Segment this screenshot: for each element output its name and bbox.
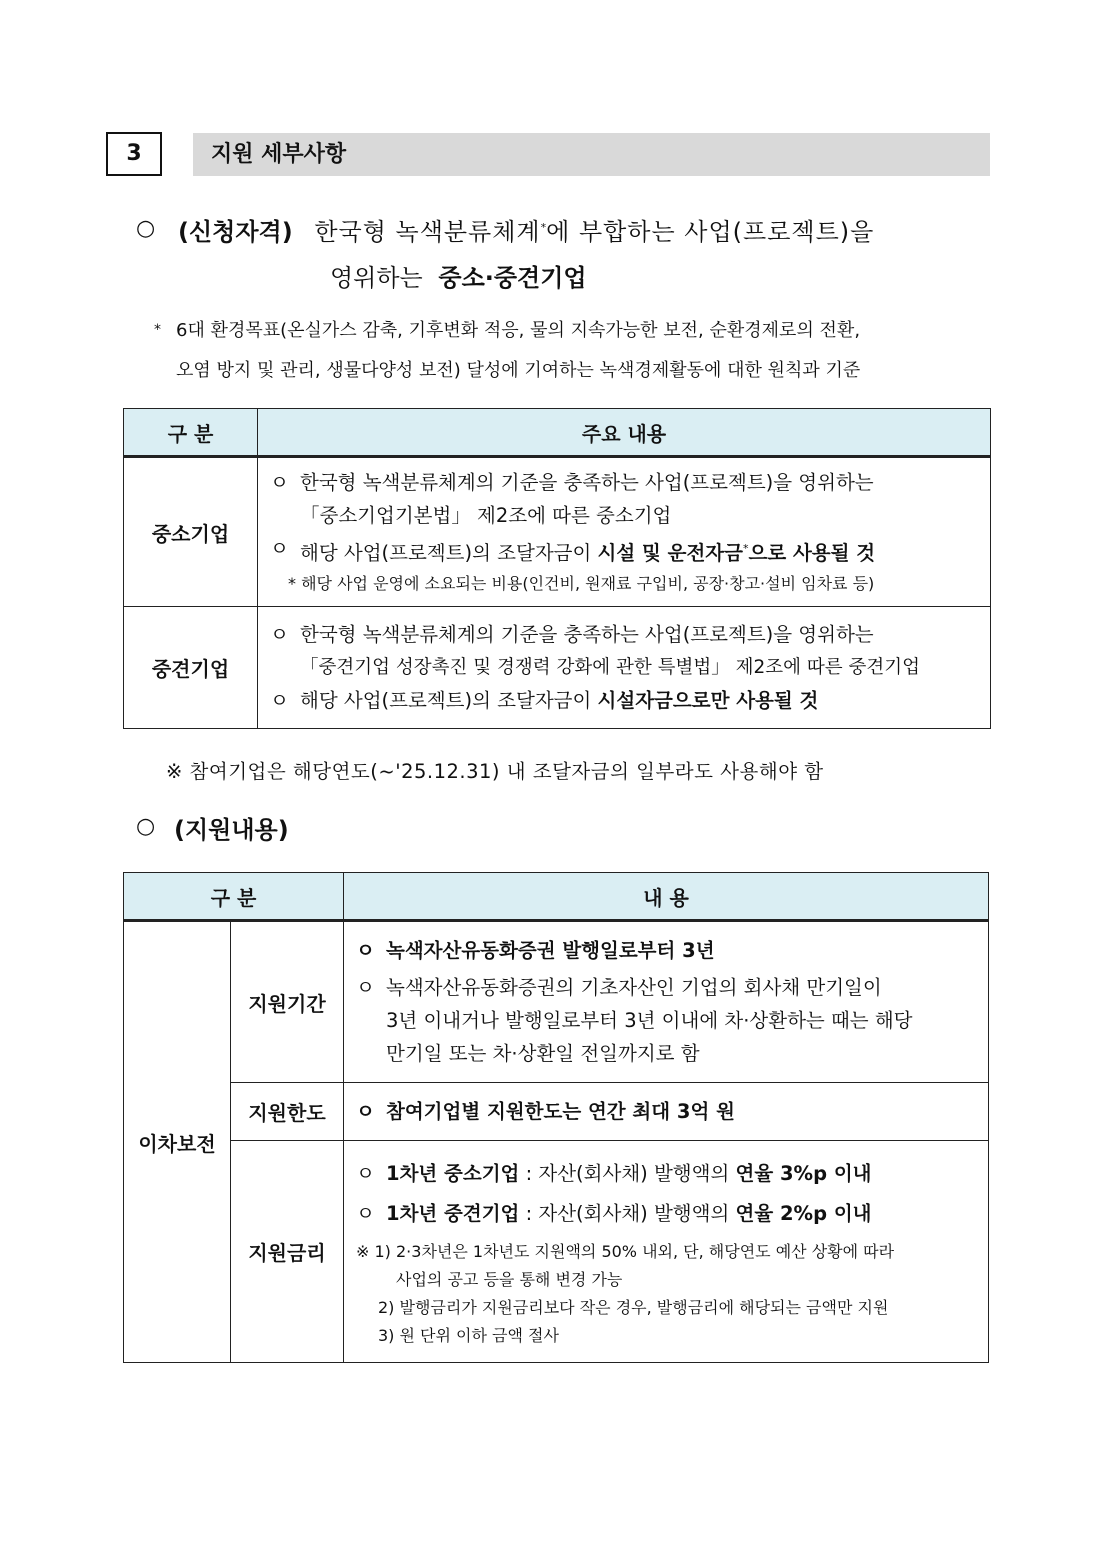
eligibility-text-3: 영위하는 <box>330 264 423 292</box>
period-item-2-l3: 만기일 또는 차·상환일 전일까지로 함 <box>386 1042 700 1065</box>
sme-line-3-bold-1: 시설 및 운전자금 <box>597 541 743 565</box>
list-item <box>270 532 980 570</box>
table1-header-content: 주요 내용 <box>258 409 991 457</box>
remark: ※ 참여기업은 해당연도(~'25.12.31) 내 조달자금의 일부라도 사용해야 함 <box>166 760 824 783</box>
item-bullet: ㅇ <box>356 1161 375 1185</box>
item-bullet: ㅇ <box>270 471 289 495</box>
table1-category-midsize: 중견기업 <box>124 607 258 729</box>
rate-item-1-mid: : 자산(회사채) 발행액의 <box>525 1161 730 1185</box>
list-item <box>356 1194 978 1234</box>
eligibility-line-1 <box>178 212 874 247</box>
table1-header-category: 구 분 <box>124 409 258 457</box>
sme-line-2: 「중소기업기본법」 제2조에 따른 중소기업 <box>300 504 672 528</box>
list-item <box>356 934 978 967</box>
rate-note-3: 3) 원 단위 이하 금액 절사 <box>378 1325 559 1345</box>
footnote-line-2: 오염 방지 및 관리, 생물다양성 보전) 달성에 기여하는 녹색경제활동에 대한 원칙과 기준 <box>176 360 861 381</box>
table2-header-category: 구 분 <box>124 873 344 921</box>
eligibility-bullet: ○ <box>136 216 156 241</box>
list-item <box>356 1154 978 1194</box>
section-number: 3 <box>106 132 162 176</box>
eligibility-text-3-bold: 중소·중견기업 <box>438 264 587 292</box>
rate-item-1-end: 연율 3%p 이내 <box>735 1161 872 1185</box>
midsize-line-3-bold: 시설자금으로만 사용될 것 <box>597 689 819 712</box>
table-row <box>124 457 991 607</box>
rate-item-1-bold: 1차년 중소기업 <box>386 1161 520 1185</box>
period-item-2-l1: 녹색자산유동화증권의 기초자산인 기업의 회사채 만기일이 <box>386 976 882 999</box>
eligibility-text-2: 에 부합하는 사업(프로젝트)을 <box>546 218 875 246</box>
support-table <box>123 872 989 1363</box>
list-item <box>356 971 978 1004</box>
section-title: 지원 세부사항 <box>193 133 990 176</box>
eligibility-star: * <box>540 221 547 234</box>
rate-note-1b: 사업의 공고 등을 통해 변경 가능 <box>396 1269 623 1289</box>
midsize-line-3-pre: 해당 사업(프로젝트)의 조달자금이 <box>300 689 592 712</box>
table1-category-sme: 중소기업 <box>124 457 258 607</box>
list-item <box>270 684 980 717</box>
table2-category: 이차보전 <box>124 921 231 1363</box>
rate-item-2-bold: 1차년 중견기업 <box>386 1201 520 1225</box>
list-item <box>270 618 980 651</box>
rate-label: 지원금리 <box>231 1141 344 1363</box>
sme-line-3-bold-2: 으로 사용될 것 <box>748 541 876 565</box>
list-item <box>356 1095 978 1128</box>
support-label: (지원내용) <box>174 816 289 844</box>
period-label: 지원기간 <box>231 921 344 1083</box>
table-row <box>124 1083 989 1141</box>
eligibility-table <box>123 408 991 729</box>
item-bullet: ㅇ <box>270 689 289 712</box>
eligibility-line-2 <box>330 258 587 293</box>
rate-note-2: 2) 발행금리가 지원금리보다 작은 경우, 발행금리에 해당되는 금액만 지원 <box>378 1297 889 1317</box>
period-item-2-l2: 3년 이내거나 발행일로부터 3년 이내에 차·상환하는 때는 해당 <box>386 1009 913 1032</box>
sme-note: * 해당 사업 운영에 소요되는 비용(인건비, 원재료 구입비, 공장·창고·설비 임차료 등) <box>288 573 875 593</box>
table-row <box>124 921 989 1083</box>
footnote-line-1: 6대 환경목표(온실가스 감축, 기후변화 적응, 물의 지속가능한 보전, 순환경제로의 전환, <box>176 320 861 341</box>
midsize-line-1: 한국형 녹색분류체계의 기준을 충족하는 사업(프로젝트)을 영위하는 <box>300 623 874 646</box>
table-row <box>124 607 991 729</box>
limit-item: 참여기업별 지원한도는 연간 최대 3억 원 <box>386 1100 735 1123</box>
rate-item-2-end: 연율 2%p 이내 <box>735 1201 872 1225</box>
item-bullet: ㅇ <box>270 537 289 561</box>
eligibility-text-1: 한국형 녹색분류체계 <box>314 218 541 246</box>
footnote-mark: * <box>154 322 161 338</box>
item-bullet: ㅇ <box>356 939 375 962</box>
support-bullet: ○ <box>136 814 156 839</box>
rate-note-1: ※ 1) 2·3차년은 1차년도 지원액의 50% 내외, 단, 해당연도 예산 상황에 따라 <box>356 1241 895 1261</box>
list-item <box>270 466 980 499</box>
item-bullet: ㅇ <box>356 1100 375 1123</box>
table2-header-content: 내 용 <box>344 873 989 921</box>
item-bullet: ㅇ <box>356 1201 375 1225</box>
rate-item-2-mid: : 자산(회사채) 발행액의 <box>525 1201 730 1225</box>
sme-line-3-star: * <box>742 542 749 556</box>
midsize-line-2: 「중견기업 성장촉진 및 경쟁력 강화에 관한 특별법」 제2조에 따른 중견기업 <box>300 657 920 678</box>
limit-label: 지원한도 <box>231 1083 344 1141</box>
item-bullet: ㅇ <box>270 623 289 646</box>
eligibility-label: (신청자격) <box>178 218 293 246</box>
sme-line-3-pre: 해당 사업(프로젝트)의 조달자금이 <box>300 541 592 565</box>
sme-line-1: 한국형 녹색분류체계의 기준을 충족하는 사업(프로젝트)을 영위하는 <box>300 471 874 495</box>
period-item-1: 녹색자산유동화증권 발행일로부터 3년 <box>386 939 715 962</box>
table-row <box>124 1141 989 1363</box>
item-bullet: ㅇ <box>356 976 375 999</box>
